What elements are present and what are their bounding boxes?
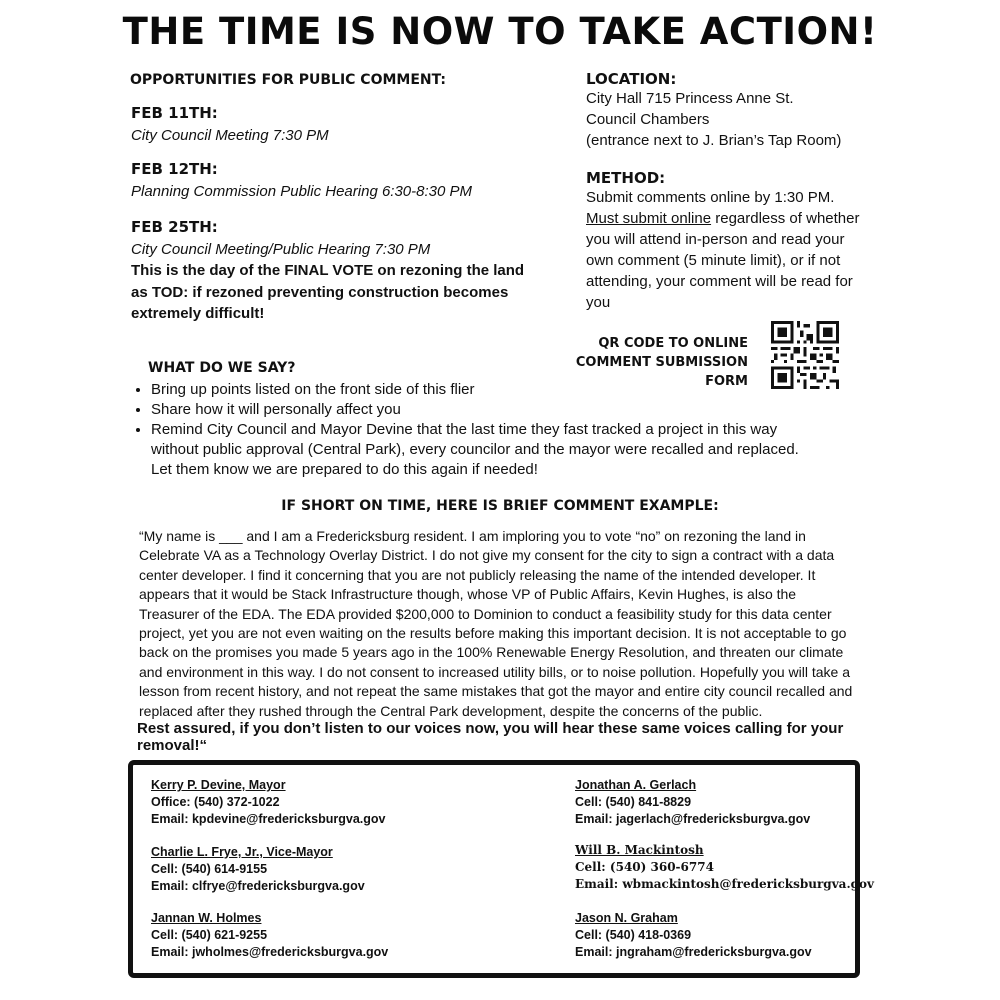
contact-name: Kerry P. Devine, Mayor	[151, 778, 286, 792]
contact-name: Jonathan A. Gerlach	[575, 778, 697, 792]
event-date: FEB 25TH:	[131, 218, 218, 236]
qr-label-line: QR CODE TO ONLINE	[598, 336, 748, 351]
contact-phone[interactable]: Cell: (540) 841-8829	[575, 795, 692, 809]
location-line: Council Chambers	[586, 111, 710, 128]
event-date: FEB 12TH:	[131, 160, 218, 178]
example-heading: IF SHORT ON TIME, HERE IS BRIEF COMMENT EXAMPLE:	[281, 498, 719, 514]
opportunities-heading: OPPORTUNITIES FOR PUBLIC COMMENT:	[130, 72, 446, 88]
contact-email[interactable]: Email: jngraham@fredericksburgva.gov	[575, 945, 812, 959]
qr-code-icon[interactable]	[771, 321, 839, 389]
event-feb-12	[131, 160, 551, 202]
method-section	[586, 169, 871, 313]
event-feb-25	[131, 218, 551, 325]
contact-email[interactable]: Email: jwholmes@fredericksburgva.gov	[151, 945, 389, 959]
contact-email[interactable]: Email: kpdevine@fredericksburgva.gov	[151, 812, 386, 826]
contact-card-gerlach	[575, 777, 810, 828]
contact-email[interactable]: Email: jagerlach@fredericksburgva.gov	[575, 812, 811, 826]
list-item: • Share how it will personally affect you	[151, 400, 821, 420]
method-rest: regardless of whether you will attend in-person and read your own comment (5 minute limit), or if not attending, your comment will be read for you	[586, 210, 860, 311]
method-label: METHOD:	[586, 169, 666, 187]
event-date: FEB 11TH:	[131, 104, 218, 122]
method-text	[586, 208, 871, 313]
final-vote-note: This is the day of the FINAL VOTE on rezoning the land as TOD: if rezoned preventing construction becomes extremely difficult!	[131, 262, 525, 322]
what-to-say-heading: WHAT DO WE SAY?	[148, 360, 296, 376]
contact-card-frye	[151, 844, 365, 895]
example-comment: “My name is ___ and I am a Fredericksburg resident. I am imploring you to vote “no” on rezoning the land in Celebrate VA as a Technology Overlay District. I do not give my consent for the city to sign a contract with a data center developer. I find it concerning that you are not publicly releasing the name of the intended developer. It appears that it would be Stack Infrastructure though, whose VP of Public Affairs, Kevin Hughes, is also the Treasurer of the EDA. The EDA provided $200,000 to Dominion to conduct a feasibility study for this data center project, yet you are not even waiting on the results before making this important decision. It is not acceptable to go back on the promises you made 5 years ago in the 100% Renewable Energy Resolution, and threaten our climate and environment in this way. I do not consent to increased utility bills, or to noise pollution. Hopefully you will take a lesson from recent history, and not repeat the same mistakes that got the mayor and entire city council recalled and replaced after they rushed through the Central Park development, despite the concerns of the public.	[139, 528, 853, 719]
page-title: THE TIME IS NOW TO TAKE ACTION!	[122, 10, 878, 53]
event-desc: Planning Commission Public Hearing 6:30-8:30 PM	[131, 183, 473, 200]
list-item: • Bring up points listed on the front side of this flier	[151, 380, 821, 400]
contact-card-holmes	[151, 910, 388, 961]
list-item: • Remind City Council and Mayor Devine that the last time they fast tracked a project in this way without public approval (Central Park), every councilor and the mayor were recalled and replaced. Let them know we are prepared to do this again if needed!	[151, 420, 821, 480]
event-desc: City Council Meeting 7:30 PM	[131, 127, 329, 144]
location-line: City Hall 715 Princess Anne St.	[586, 90, 794, 107]
event-feb-11	[131, 104, 551, 146]
contact-name: Jannan W. Holmes	[151, 911, 262, 925]
what-to-say-list	[131, 380, 821, 480]
contact-phone[interactable]: Cell: (540) 418-0369	[575, 928, 692, 942]
location-line: (entrance next to J. Brian’s Tap Room)	[586, 132, 842, 149]
contact-phone[interactable]: Cell: (540) 614-9155	[151, 862, 268, 876]
method-line1: Submit comments online by 1:30 PM.	[586, 189, 835, 206]
closing-statement: Rest assured, if you don’t listen to our voices now, you will hear these same voices calling for your removal!“	[137, 720, 844, 754]
contact-phone[interactable]: Office: (540) 372-1022	[151, 795, 280, 809]
location-section	[586, 70, 876, 151]
contact-name: Charlie L. Frye, Jr., Vice-Mayor	[151, 845, 333, 859]
contact-phone[interactable]: Cell: (540) 621-9255	[151, 928, 268, 942]
contact-email[interactable]: Email: wbmackintosh@fredericksburgva.gov	[575, 877, 874, 891]
location-label: LOCATION:	[586, 70, 677, 88]
contact-email[interactable]: Email: clfrye@fredericksburgva.gov	[151, 879, 365, 893]
contact-phone[interactable]: Cell: (540) 360-6774	[575, 860, 714, 874]
contact-card-graham	[575, 910, 812, 961]
contact-card-devine	[151, 777, 386, 828]
event-desc: City Council Meeting/Public Hearing 7:30 PM	[131, 241, 431, 258]
contact-name: Jason N. Graham	[575, 911, 678, 925]
contact-card-mackintosh	[575, 842, 874, 893]
must-submit-online: Must submit online	[586, 210, 712, 227]
qr-label-line: COMMENT SUBMISSION	[575, 355, 748, 370]
contact-name: Will B. Mackintosh	[575, 843, 704, 857]
qr-label-line: FORM	[705, 374, 748, 389]
